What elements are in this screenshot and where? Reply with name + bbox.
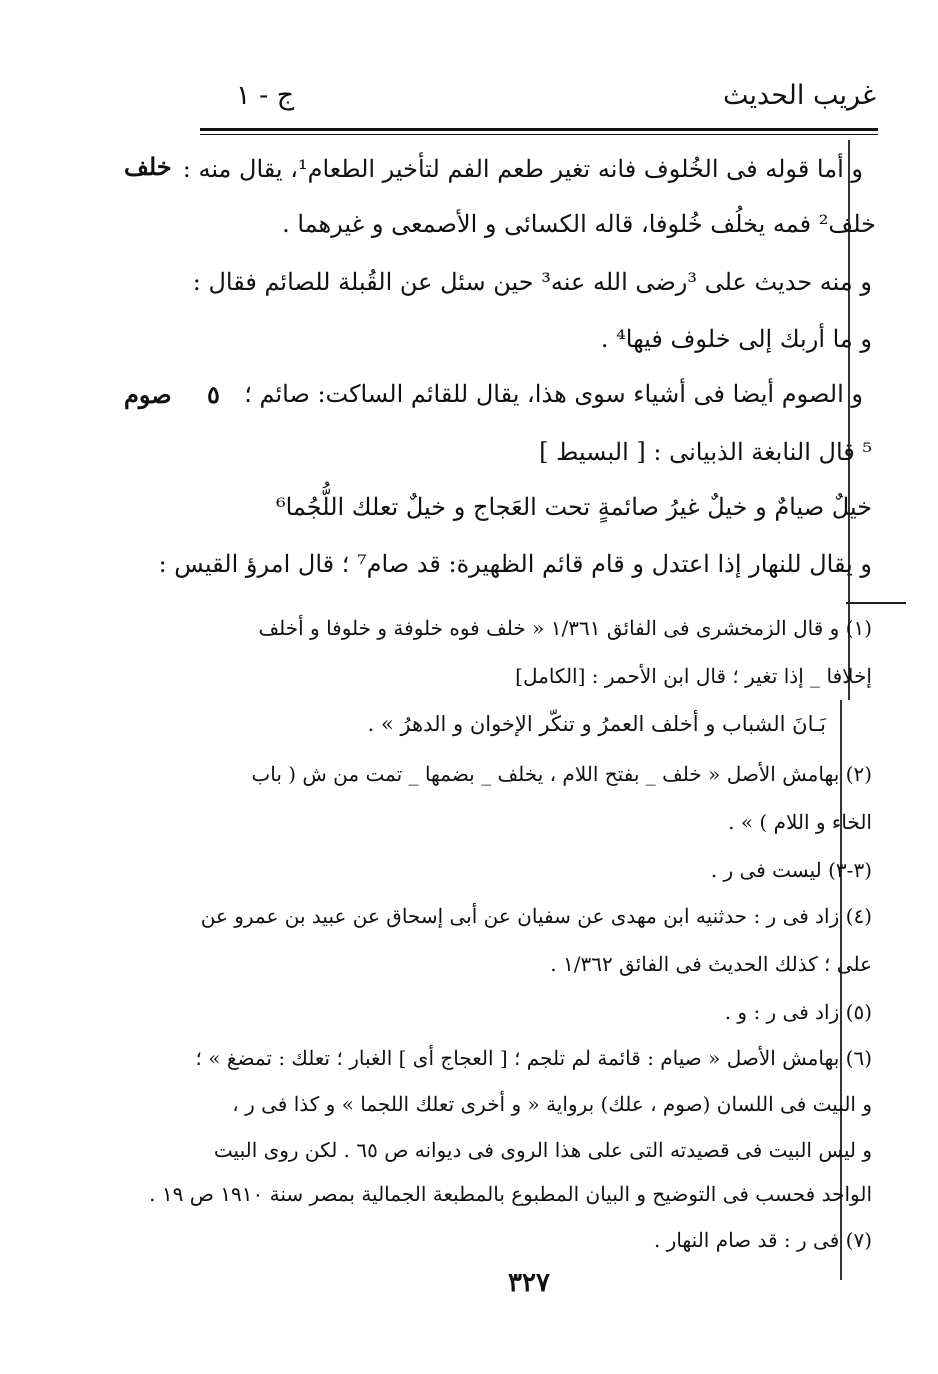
poem-intro: ⁵ قال النابغة الذبيانى : [ البسيط ] — [539, 438, 872, 466]
margin-note-sawm: صوم — [124, 380, 172, 409]
margin-note-khalaf: خلف — [124, 152, 172, 181]
book-title: غريب الحديث — [723, 80, 876, 111]
footnote-line: (١) و قال الزمخشرى فى الفائق ١/٣٦١ « خلف فوه خلوفة و خلوفا و أخلف — [258, 616, 872, 640]
footnote-line: (٢) بهامش الأصل « خلف _ بفتح اللام ، يخلف _ بضمها _ تمت من ش ( باب — [251, 762, 872, 786]
footnote-separator — [846, 602, 906, 604]
footnote-verse: بَـانَ الشباب و أخلف العمرُ و تنكّر الإخوان و الدهرُ » . — [367, 712, 826, 736]
body-line: و منه حديث على ³رضى الله عنه³ حين سئل عن القُبلة للصائم فقال : — [192, 268, 872, 296]
margin-line-number: ٥ — [207, 380, 220, 409]
poem-verse: خيلٌ صيامٌ و خيلٌ غيرُ صائمةٍ تحت العَجاج و خيلٌ تعلك اللُّجُما⁶ — [275, 493, 872, 521]
header-rule-top — [200, 128, 878, 131]
page-number: ٣٢٧ — [508, 1268, 550, 1298]
footnote-line: (٥) زاد فى ر : و . — [724, 1000, 872, 1024]
footnote-line: إخلافا _ إذا تغير ؛ قال ابن الأحمر : [الكامل] — [515, 664, 872, 688]
body-line: و يقال للنهار إذا اعتدل و قام قائم الظهيرة: قد صام⁷ ؛ قال امرؤ القيس : — [158, 550, 872, 578]
footnote-line: الخاء و اللام ) » . — [728, 810, 872, 834]
body-line: خلف² فمه يخلُف خُلوفا، قاله الكسائى و الأصمعى و غيرهما . — [282, 210, 876, 238]
footnote-line: (٧) فى ر : قد صام النهار . — [653, 1228, 872, 1252]
footnote-line: (٦) بهامش الأصل « صيام : قائمة لم تلجم ؛ [ العجاج أى ] الغبار ؛ تعلك : تمضغ » ؛ — [195, 1046, 872, 1070]
footnote-line: و ليس البيت فى قصيدته التى على هذا الروى فى ديوانه ص ٦٥ . لكن روى البيت — [213, 1138, 872, 1162]
footnote-line: (٣-٣) ليست فى ر . — [710, 858, 872, 882]
header-rule-bottom — [200, 134, 878, 135]
footnote-line: الواحد فحسب فى التوضيح و البيان المطبوع بالمطبعة الجمالية بمصر سنة ١٩١٠ ص ١٩ . — [149, 1182, 872, 1206]
footnote-line: (٤) زاد فى ر : حدثنيه ابن مهدى عن سفيان عن أبى إسحاق عن عبيد بن عمرو عن — [200, 904, 872, 928]
body-line: و أما قوله فى الخُلوف فانه تغير طعم الفم لتأخير الطعام¹، يقال منه : — [182, 155, 863, 183]
volume-number: ج - ١ — [236, 80, 295, 111]
footnote-line: و البيت فى اللسان (صوم ، علك) برواية « و أخرى تعلك اللجما » و كذا فى ر ، — [232, 1092, 872, 1116]
body-line: و ما أربك إلى خلوف فيها⁴ . — [600, 325, 872, 353]
footnote-line: على ؛ كذلك الحديث فى الفائق ١/٣٦٢ . — [550, 952, 872, 976]
body-line: و الصوم أيضا فى أشياء سوى هذا، يقال للقائم الساكت: صائم ؛ — [244, 380, 863, 408]
